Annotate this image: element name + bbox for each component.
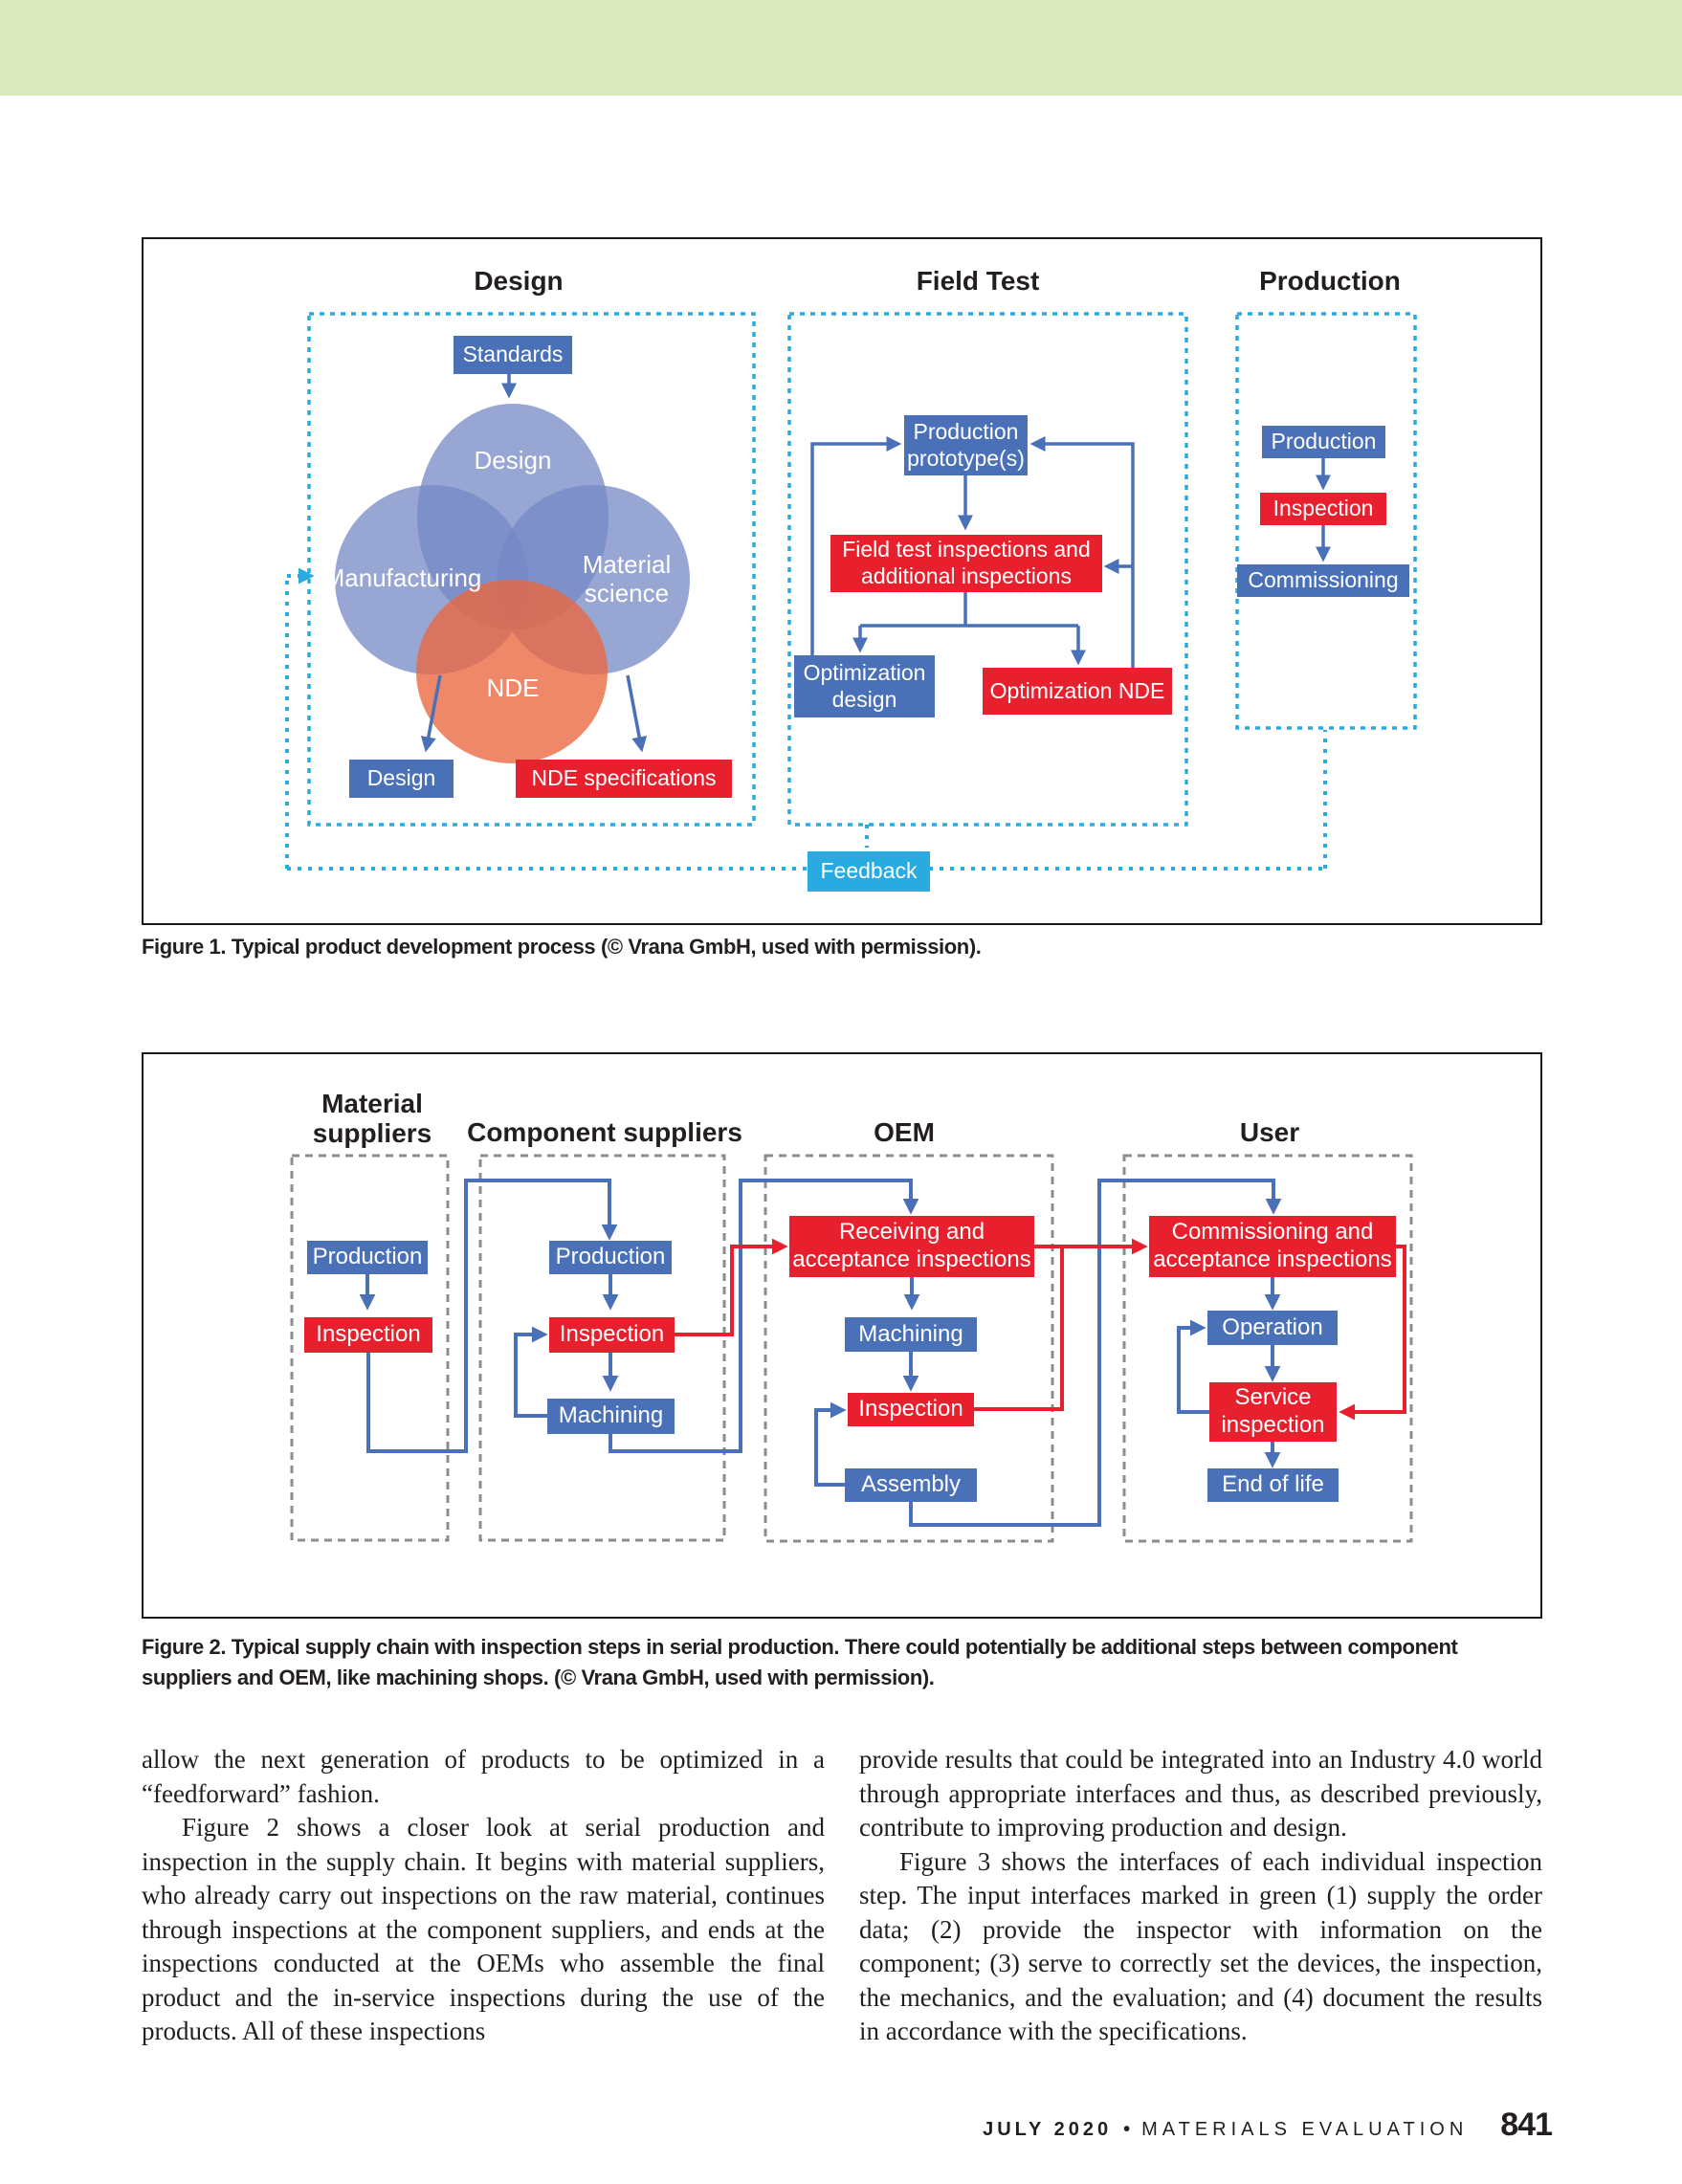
feedback-box: Feedback — [808, 851, 930, 892]
figure2-header-material-suppliers: Material suppliers — [312, 1089, 432, 1149]
footer-issue: JULY 2020 — [983, 2119, 1113, 2140]
standards-box: Standards — [454, 336, 572, 374]
inspection-box: Inspection — [1260, 493, 1386, 525]
figure2-header-oem: OEM — [874, 1117, 935, 1147]
figure-2 — [142, 1052, 1542, 1619]
figure2-header-component-suppliers: Component suppliers — [467, 1117, 742, 1147]
commissioning-box: Commissioning — [1237, 564, 1409, 597]
design-output-box: Design — [349, 760, 454, 798]
oem-receiving-box: Receiving and acceptance inspections — [789, 1216, 1034, 1277]
oem-machining-box: Machining — [845, 1317, 977, 1352]
oem-assembly-box: Assembly — [845, 1468, 977, 1502]
loop-machining-to-inspection — [516, 1335, 547, 1416]
figure-2-caption-line2: suppliers and OEM, like machining shops. (© Vrana GmbH, used with permission). — [142, 1665, 935, 1689]
optimization-design-box: Optimization design — [794, 655, 935, 717]
venn-label-material-science: Material science — [582, 550, 672, 607]
footer-bullet: • — [1123, 2119, 1131, 2140]
figure-2-caption — [142, 1632, 1542, 1693]
figure1-header-design: Design — [474, 266, 564, 296]
nde-specifications-box: NDE specifications — [516, 760, 732, 798]
body-text-left-column — [142, 1743, 825, 2049]
figure2-header-user: User — [1239, 1117, 1300, 1147]
footer-page-number: 841 — [1500, 2107, 1552, 2143]
production-box: Production — [1262, 426, 1385, 458]
component-production-box: Production — [549, 1241, 672, 1274]
user-end-of-life-box: End of life — [1207, 1468, 1339, 1502]
field-test-inspections-box: Field test inspections and additional inspections — [830, 535, 1102, 592]
material-production-box: Production — [307, 1241, 428, 1274]
figure1-header-production: Production — [1259, 266, 1401, 296]
optimization-nde-box: Optimization NDE — [983, 668, 1172, 715]
venn-label-design: Design — [474, 446, 552, 475]
figure-1 — [142, 237, 1542, 925]
loop-assembly-to-inspection — [816, 1410, 845, 1485]
page-footer — [861, 2107, 1552, 2144]
component-machining-box: Machining — [547, 1399, 675, 1434]
arrow-venn-to-nde-specifications — [628, 675, 641, 746]
figure1-header-field-test: Field Test — [916, 266, 1040, 296]
body-text-right-column — [859, 1743, 1542, 2049]
figure-2-caption-line1: Figure 2. Typical supply chain with inspection steps in serial production. There could potentially be additional steps between component — [142, 1635, 1458, 1659]
paragraph: allow the next generation of products to be optimized in a “feedforward” fashion. — [142, 1745, 825, 1808]
paragraph: provide results that could be integrated into an Industry 4.0 world through appropriate interfaces and thus, as described previously, contribute to improving production and design. — [859, 1745, 1542, 1842]
loop-service-to-operation — [1179, 1328, 1209, 1412]
footer-journal-name: MATERIALS EVALUATION — [1141, 2119, 1469, 2140]
user-operation-box: Operation — [1207, 1311, 1338, 1345]
page-header-band — [0, 0, 1682, 96]
figure-1-caption — [142, 932, 1542, 962]
paragraph: Figure 2 shows a closer look at serial production and inspection in the supply chain. It begins with material suppliers, who already carry out inspections on the raw material, continues through inspections at the component suppliers, and ends at the inspections conducted at the OEMs who assemble the final product and the in-service inspections during the use of the products. All of these inspections — [142, 1813, 825, 2045]
production-prototypes-box: Production prototype(s) — [904, 415, 1028, 475]
user-commissioning-box: Commissioning and acceptance inspections — [1149, 1216, 1396, 1277]
venn-label-manufacturing: Manufacturing — [323, 563, 482, 593]
oem-inspection-box: Inspection — [848, 1393, 974, 1426]
figure-1-caption-text: Figure 1. Typical product development process (© Vrana GmbH, used with permission). — [142, 935, 982, 959]
material-inspection-box: Inspection — [304, 1317, 432, 1353]
user-service-inspection-box: Service inspection — [1209, 1382, 1337, 1442]
venn-label-nde: NDE — [486, 673, 540, 703]
paragraph: Figure 3 shows the interfaces of each individual inspection step. The input interfaces marked in green (1) supply the order data; (2) provide the inspector with information on the component; (3) serve to correctly set the devices, the inspection, the mechanics, and the evaluation; and (4) document the results in accordance with the specifications. — [859, 1846, 1542, 2045]
component-inspection-box: Inspection — [549, 1317, 675, 1353]
